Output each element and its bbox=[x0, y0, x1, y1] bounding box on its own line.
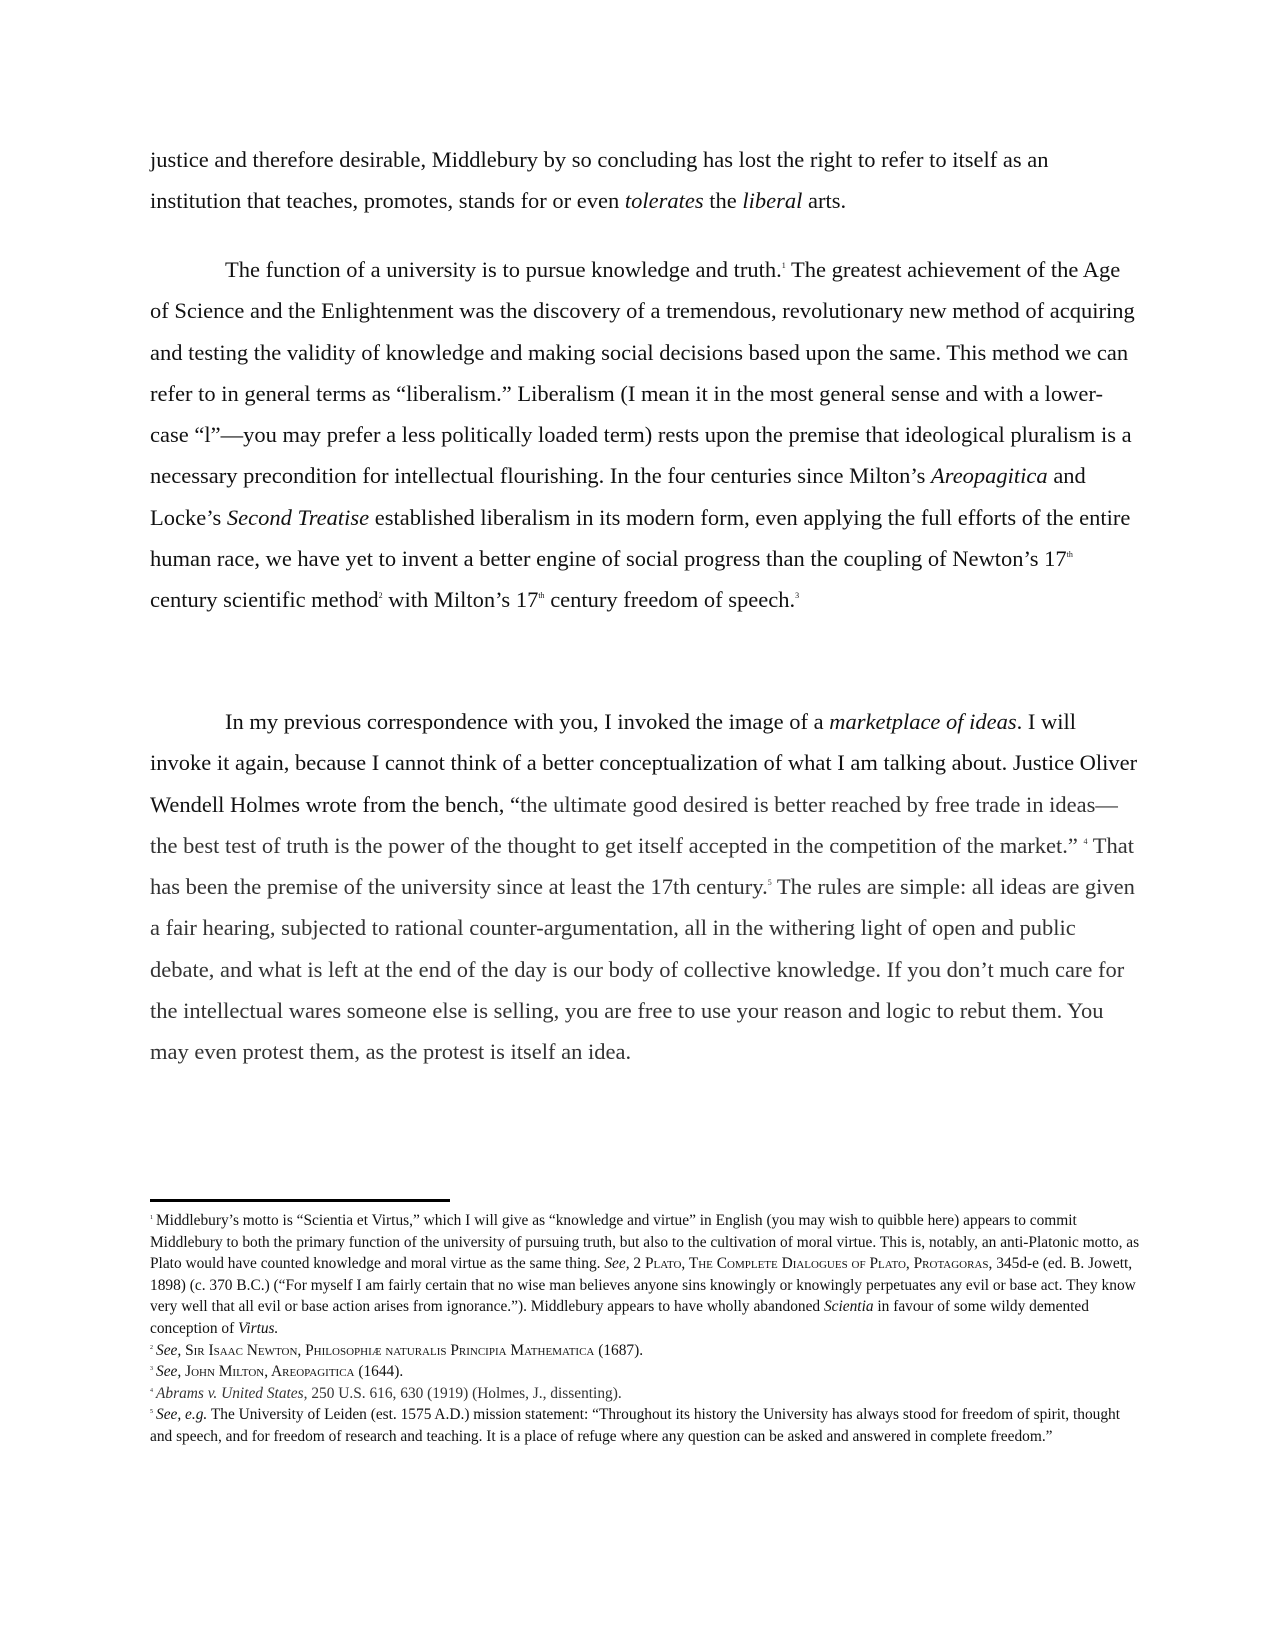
text-run: established liberalism in its modern form, even applying the full efforts of the entire human race, we have yet to invent a better engine of social progress than the coupling of Newton’s 17 bbox=[150, 504, 1131, 572]
footnote-separator bbox=[150, 1199, 450, 1202]
text-run: . I will invoke it again, because I cannot think of a better conceptualization of what I am talking about. Justice Oliver Wendell Holmes wrote from the bench, “ bbox=[150, 709, 1138, 817]
text-run: , 345d-e (ed. B. Jowett, 1898) (c. 370 B.C.) (“For myself I am fairly certain that no wise man believes anyone sins knowingly or knowingly perpetuates any evil or base act. They know very well that all evil or base action arises from ignorance.”). Middlebury appears to have wholly abandoned bbox=[150, 1255, 1136, 1316]
footnote-number: 1 bbox=[150, 1215, 153, 1221]
text-run: century freedom of speech. bbox=[544, 587, 796, 613]
italic-run: Scientia bbox=[823, 1298, 874, 1316]
paragraph-2 bbox=[150, 249, 1140, 621]
text-run: the bbox=[703, 188, 743, 214]
italic-run: marketplace of ideas bbox=[829, 709, 1017, 734]
paragraph-1 bbox=[150, 139, 1140, 222]
italic-run: See, bbox=[156, 1341, 182, 1359]
text-run: Middlebury’s motto is “Scientia et Virtus,” which I will give as “knowledge and virtue” in English (you may wish to quibble here) appears to commit Middlebury to both the primary function of the university of pursuing truth, but also to the cultivation of moral virtue. This is, notably, an anti-Platonic motto, as Plato would have counted knowledge and moral virtue as the same thing. bbox=[150, 1212, 1140, 1273]
paragraph-3 bbox=[150, 701, 1140, 1073]
citation-title: Sir Isaac Newton, Philosophiæ naturalis Principia Mathematica bbox=[185, 1341, 595, 1359]
footnotes bbox=[150, 1210, 1140, 1448]
footnote-5 bbox=[150, 1404, 1140, 1447]
footnote-ref-1[interactable]: 1 bbox=[781, 261, 786, 270]
italic-run: tolerates bbox=[624, 188, 704, 214]
text-run: (1644). bbox=[354, 1363, 404, 1381]
text-run: in favour of some wildy demented conception of bbox=[150, 1298, 1089, 1337]
text-run: The rules are simple: all ideas are given a fair hearing, subjected to rational counter-argumentation, all in the withering light of open and public debate, and what is left at the end of the day is our body of collective knowledge. If you don’t much care for the intellectual wares someone else is selling, you are free to use your reason and logic to rebut them. You may even protest them, as the protest is itself an idea. bbox=[150, 874, 1135, 1065]
citation-title: Plato, The Complete Dialogues of Plato, Protagoras bbox=[644, 1255, 989, 1273]
footnote-ref-3[interactable]: 3 bbox=[795, 591, 800, 601]
footnote-ref-5[interactable]: 5 bbox=[767, 878, 772, 888]
footnote-3 bbox=[150, 1361, 1140, 1383]
text-run: The function of a university is to pursue knowledge and truth. bbox=[225, 257, 782, 282]
case-name: Abrams v. United States bbox=[156, 1384, 304, 1402]
italic-run: liberal bbox=[742, 188, 803, 214]
italic-run: Second Treatise bbox=[226, 504, 370, 530]
footnote-ref-2[interactable]: 2 bbox=[378, 591, 383, 601]
italic-run: See, bbox=[156, 1363, 182, 1381]
footnote-number: 3 bbox=[150, 1366, 153, 1373]
footnote-1 bbox=[150, 1210, 1140, 1340]
text-run: arts. bbox=[802, 188, 847, 214]
text-run: (1687). bbox=[594, 1341, 644, 1359]
italic-run: Virtus. bbox=[238, 1319, 279, 1337]
italic-run: Areopagitica bbox=[931, 463, 1048, 489]
italic-run: See, e.g. bbox=[156, 1406, 208, 1424]
text-run: The University of Leiden (est. 1575 A.D.) mission statement: “Throughout its history the University has always stood for freedom of spirit, thought and speech, and for freedom of research and teaching. It is a place of refuge where any question can be asked and answered in complete freedom.” bbox=[150, 1406, 1121, 1445]
text-run: century scientific method bbox=[150, 587, 379, 613]
ordinal-suffix: th bbox=[538, 591, 545, 601]
text-run: with Milton’s 17 bbox=[382, 587, 539, 613]
footnote-number: 2 bbox=[150, 1344, 153, 1351]
footnote-2 bbox=[150, 1340, 1140, 1362]
ordinal-suffix: th bbox=[1066, 550, 1073, 560]
text-run: 2 bbox=[629, 1255, 645, 1273]
footnote-number: 4 bbox=[150, 1387, 153, 1394]
holmes-quote: the ultimate good desired is better reached by free trade in ideas—the best test of truth is the power of the thought to get itself accepted in the competition of the market.” bbox=[150, 791, 1118, 858]
text-run: The greatest achievement of the Age of Science and the Enlightenment was the discovery of a tremendous, revolutionary new method of acquiring and testing the validity of knowledge and making social decisions based upon the same. This method we can refer to in general terms as “liberalism.” Liberalism (I mean it in the most general sense and with a lower-case “l”—you may prefer a less politically loaded term) rests upon the premise that ideological pluralism is a necessary precondition for intellectual flourishing. In the four centuries since Milton’s bbox=[150, 257, 1135, 489]
text-run: justice and therefore desirable, Middlebury by so concluding has lost the right to refer to itself as an institution that teaches, promotes, stands for or even bbox=[150, 147, 1049, 214]
footnote-number: 5 bbox=[150, 1409, 153, 1416]
citation-title: John Milton, Areopagitica bbox=[185, 1363, 355, 1381]
footnote-4 bbox=[150, 1383, 1140, 1405]
footnote-ref-4[interactable]: 4 bbox=[1083, 836, 1088, 846]
text-run: and Locke’s bbox=[150, 463, 1086, 530]
text-run: That has been the premise of the university since at least the 17th century. bbox=[150, 832, 1134, 900]
italic-run: See, bbox=[604, 1255, 630, 1273]
text-run: In my previous correspondence with you, I invoked the image of a bbox=[225, 709, 830, 734]
text-run: , 250 U.S. 616, 630 (1919) (Holmes, J., dissenting). bbox=[303, 1384, 622, 1402]
